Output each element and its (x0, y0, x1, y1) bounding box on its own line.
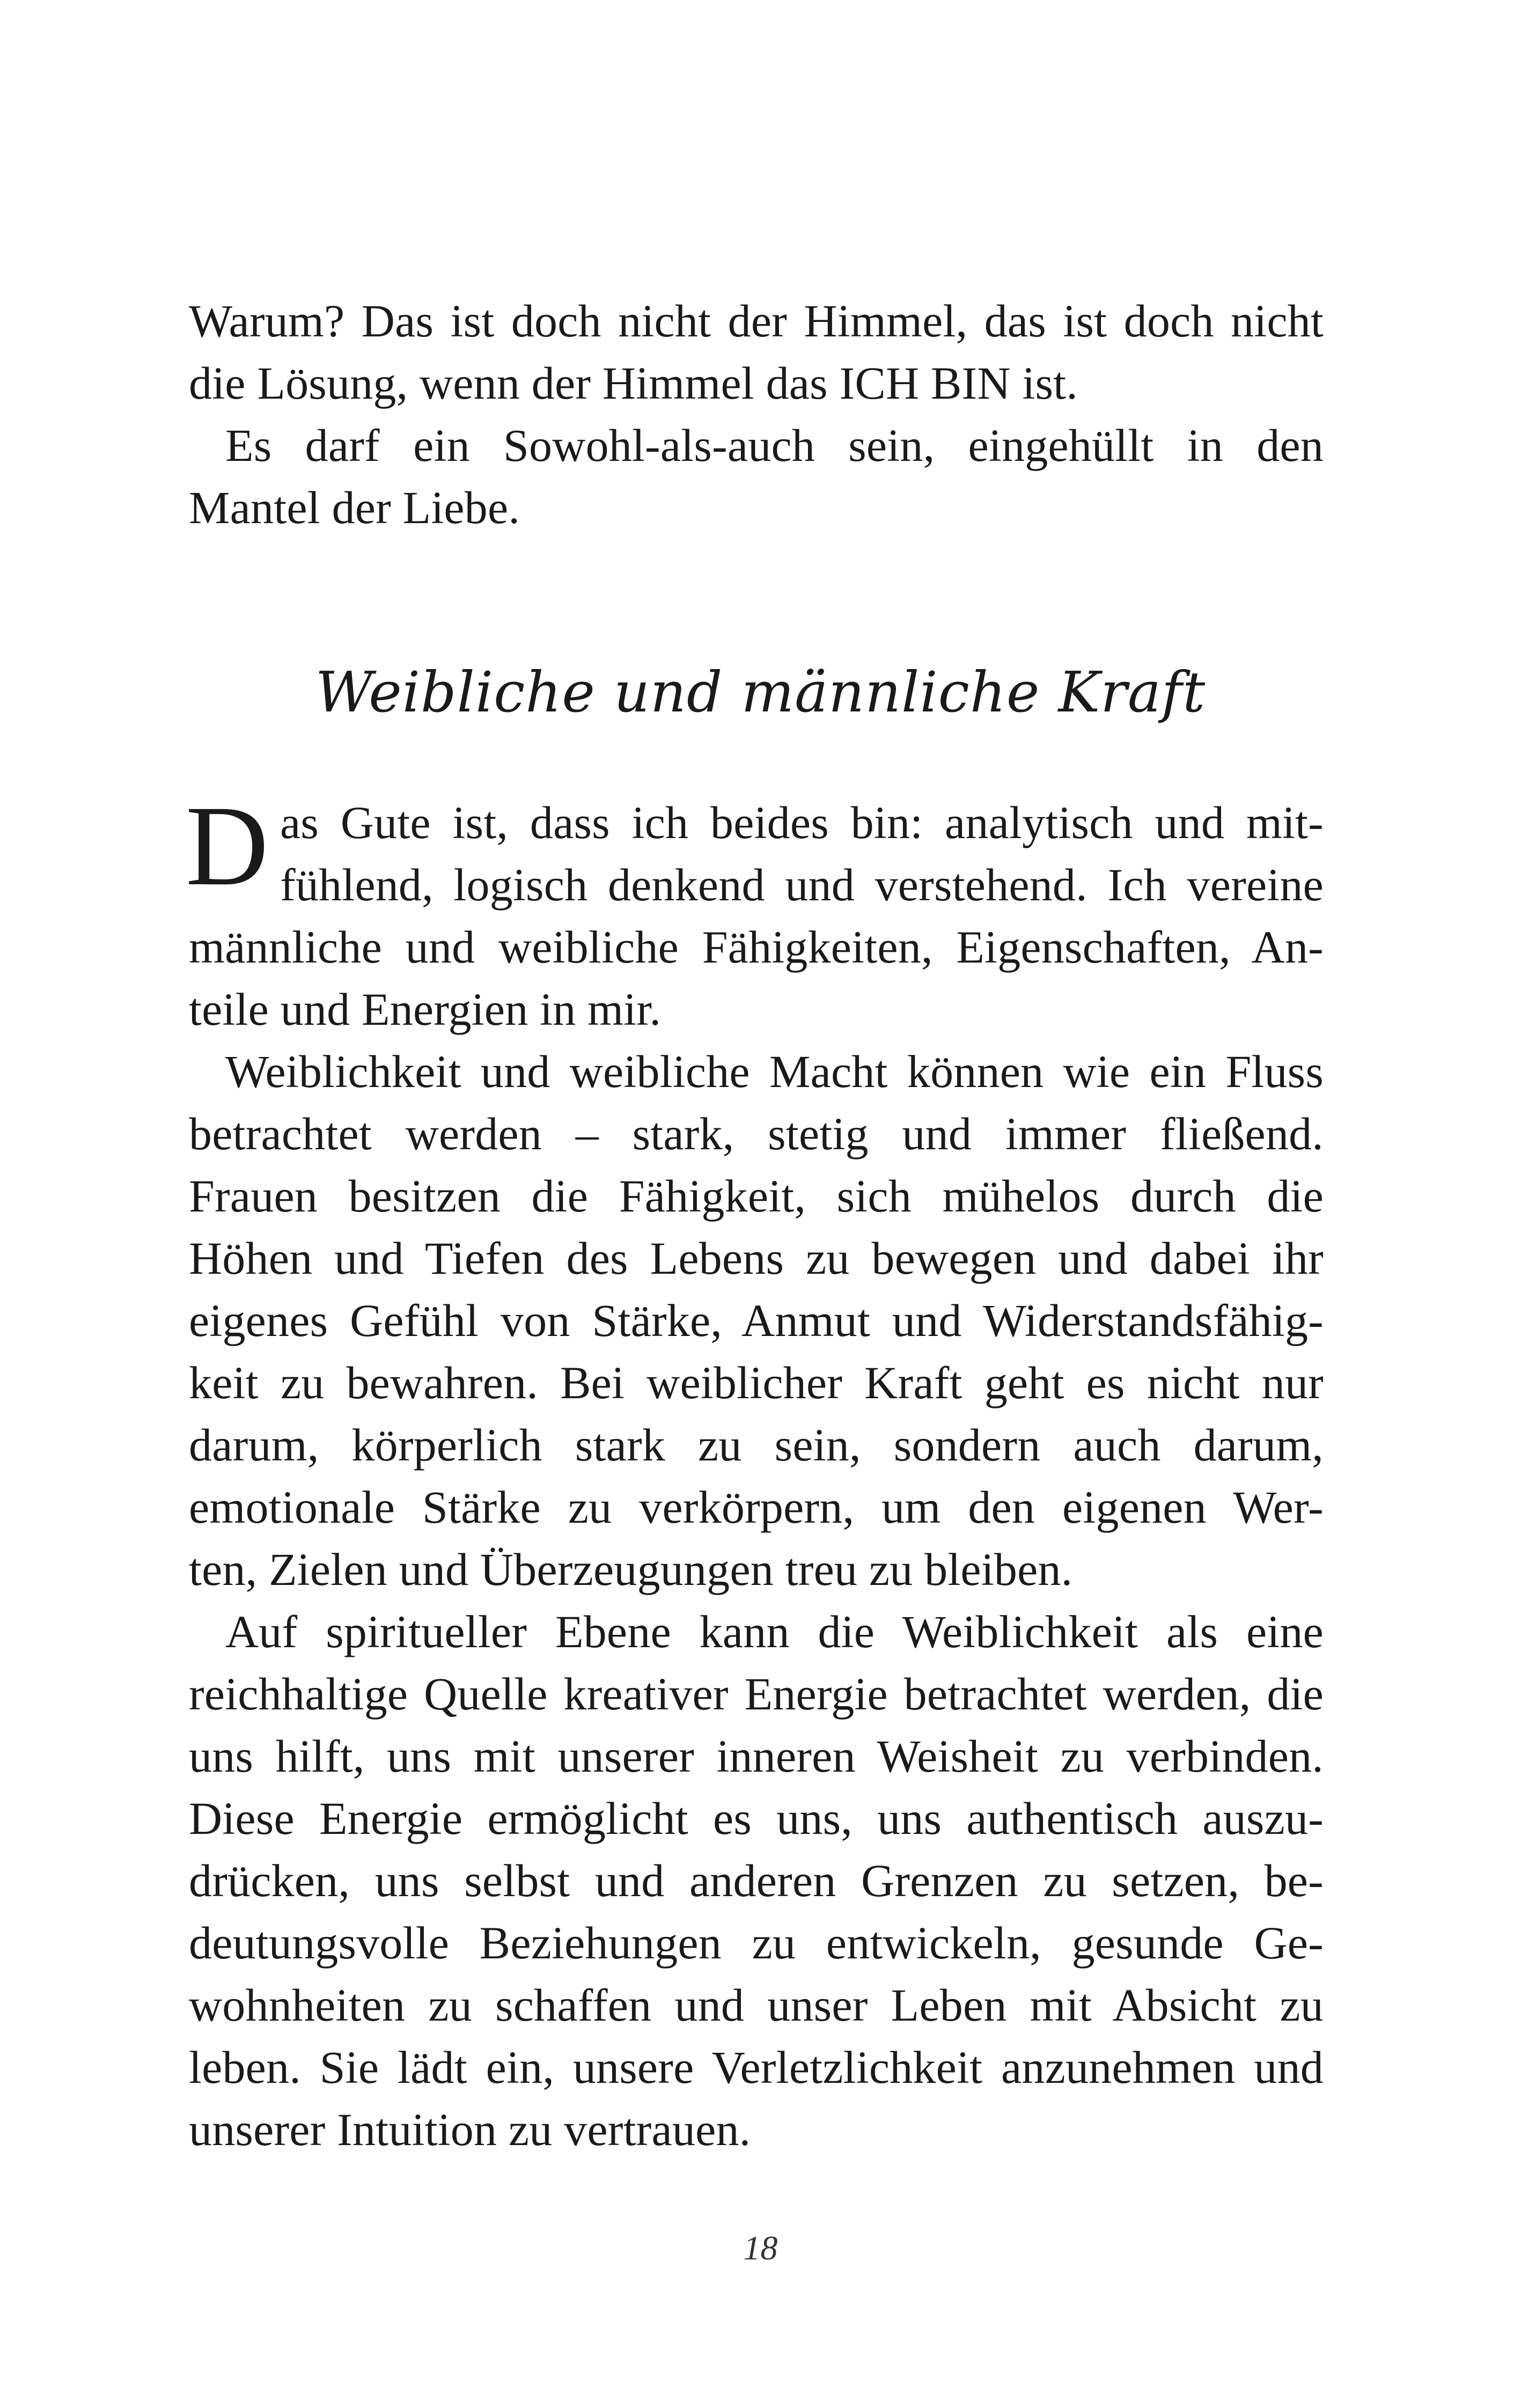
text-line: ten, Zielen und Überzeugungen treu zu bleiben. (189, 1544, 1073, 1595)
text-line: Höhen und Tiefen des Lebens zu bewegen und dabei ihr (189, 1232, 1324, 1284)
text-line: emotionale Stärke zu verkörpern, um den eigenen Wer- (189, 1481, 1324, 1533)
text-line: Auf spiritueller Ebene kann die Weiblichkeit als eine (225, 1606, 1324, 1657)
text-line: deutungsvolle Beziehungen zu entwickeln, gesunde Ge- (189, 1917, 1324, 1969)
text-line: teile und Energien in mir. (189, 983, 662, 1035)
text-line: leben. Sie lädt ein, unsere Verletzlichkeit anzunehmen und (189, 2042, 1324, 2093)
text-line: reichhaltige Quelle kreativer Energie betrachtet werden, die (189, 1668, 1324, 1720)
text-line: Warum? Das ist doch nicht der Himmel, das ist doch nicht (189, 295, 1324, 347)
drop-cap: D (186, 782, 269, 909)
text-line: wohnheiten zu schaffen und unser Leben mit Absicht zu (189, 1979, 1324, 2031)
text-line: Mantel der Liebe. (189, 482, 520, 533)
text-line: eigenes Gefühl von Stärke, Anmut und Widerstandsfähig- (189, 1295, 1324, 1346)
text-line: Es darf ein Sowohl-als-auch sein, eingehüllt in den (225, 420, 1324, 471)
text-line: fühlend, logisch denkend und verstehend. Ich vereine (280, 859, 1324, 911)
text-line: as Gute ist, dass ich beides bin: analytisch und mit- (280, 797, 1324, 848)
page-number: 18 (743, 2229, 778, 2267)
text-line: männliche und weibliche Fähigkeiten, Eigenschaften, An- (189, 921, 1324, 973)
text-line: drücken, uns selbst und anderen Grenzen zu setzen, be- (189, 1855, 1324, 1906)
text-line: Weiblichkeit und weibliche Macht können wie ein Fluss (225, 1046, 1324, 1097)
text-line: darum, körperlich stark zu sein, sondern auch darum, (189, 1419, 1324, 1471)
text-line: die Lösung, wenn der Himmel das ICH BIN ist. (189, 357, 1078, 409)
text-line: betrachtet werden – stark, stetig und immer fließend. (189, 1108, 1324, 1159)
text-line: Frauen besitzen die Fähigkeit, sich mühelos durch die (189, 1170, 1324, 1222)
text-line: keit zu bewahren. Bei weiblicher Kraft geht es nicht nur (189, 1357, 1324, 1408)
text-line: unserer Intuition zu vertrauen. (189, 2104, 751, 2155)
section-heading: Weibliche und männliche Kraft (315, 659, 1206, 725)
text-line: Diese Energie ermöglicht es uns, uns authentisch auszu- (189, 1793, 1324, 1844)
text-line: uns hilft, uns mit unserer inneren Weisheit zu verbinden. (189, 1730, 1324, 1782)
